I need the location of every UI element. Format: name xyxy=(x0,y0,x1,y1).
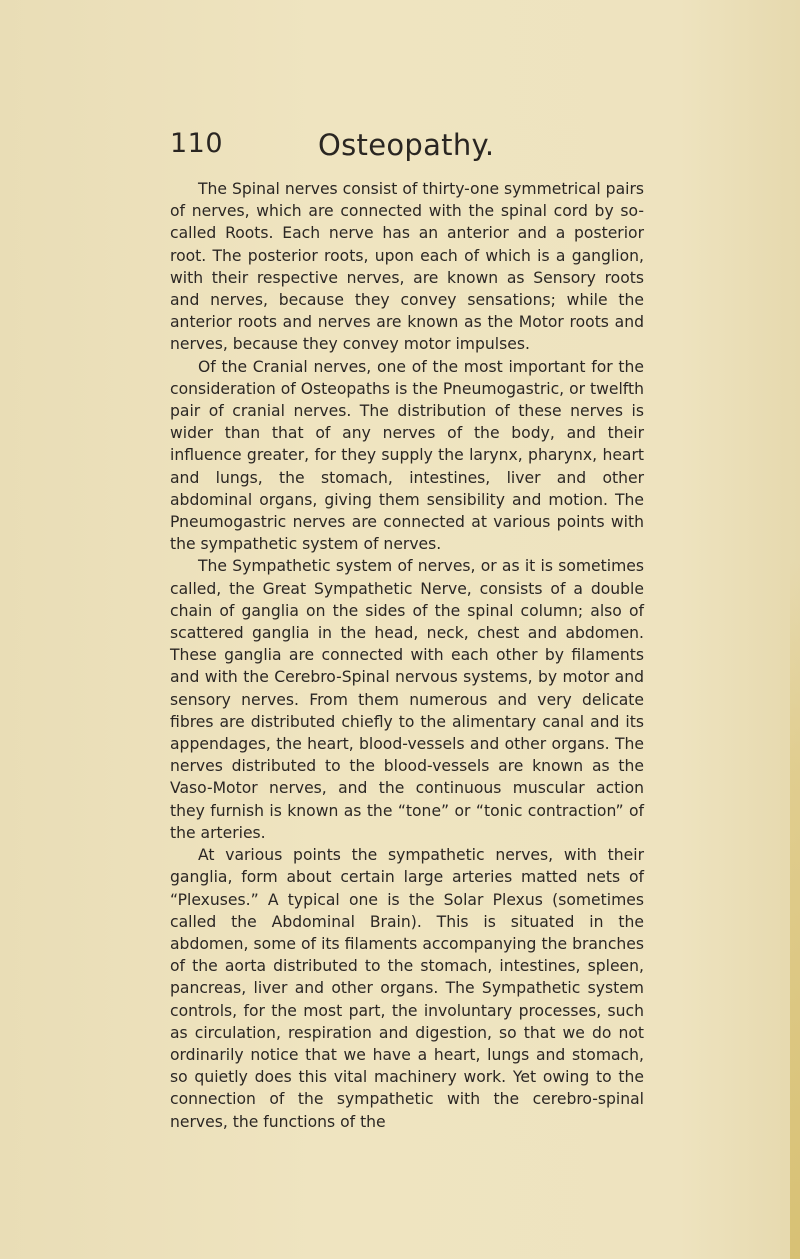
page-edge-stain xyxy=(790,560,800,1259)
page-number: 110 xyxy=(170,128,224,159)
paragraph-cranial-nerves: Of the Cranial nerves, one of the most important for the consideration of Osteopaths is the Pneumogastric, or twelfth pair of cranial nerves. The distribution of these nerves is wider than that of any nerves of the body, and their influence greater, for they supply the larynx, pharynx, heart and lungs, the stomach, intestines, liver and other abdominal organs, giving them sensibility and motion. The Pneumogastric nerves are connected at various points with the sympathetic system of nerves. xyxy=(170,357,644,554)
page-title: Osteopathy. xyxy=(318,128,495,162)
body-text xyxy=(170,178,644,1133)
paragraph-spinal-nerves: The Spinal nerves consist of thirty-one symmetrical pairs of nerves, which are connected with the spinal cord by so-called Roots. Each nerve has an anterior and a posterior root. The posterior roots, upon each of which is a ganglion, with their respective nerves, are known as Sensory roots and nerves, because they convey sensations; while the anterior roots and nerves are known as the Motor roots and nerves, because they convey motor impulses. xyxy=(170,180,644,354)
running-head xyxy=(0,128,800,168)
paragraph-plexuses: At various points the sympathetic nerves, with their ganglia, form about certain large arteries matted nets of “Plexuses.” A typical one is the Solar Plexus (sometimes called the Abdominal Brain). This is situated in the abdomen, some of its filaments accompanying the branches of the aorta distributed to the stomach, intestines, spleen, pancreas, liver and other organs. The Sympathetic system controls, for the most part, the involuntary processes, such as circulation, respiration and digestion, so that we do not ordinarily notice that we have a heart, lungs and stomach, so quietly does this vital machinery work. Yet owing to the connection of the sympathetic with the cerebro-spinal nerves, the functions of the xyxy=(170,846,644,1131)
paragraph-sympathetic-system: The Sympathetic system of nerves, or as it is sometimes called, the Great Sympathetic Nerve, consists of a double chain of ganglia on the sides of the spinal column; also of scattered ganglia in the head, neck, chest and abdomen. These ganglia are connected with each other by filaments and with the Cerebro-Spinal nervous systems, by motor and sensory nerves. From them numerous and very delicate fibres are distributed chiefly to the alimentary canal and its appendages, the heart, blood-vessels and other organs. The nerves distributed to the blood-vessels are known as the Vaso-Motor nerves, and the continuous muscular action they furnish is known as the “tone” or “tonic contraction” of the arteries. xyxy=(170,557,644,842)
